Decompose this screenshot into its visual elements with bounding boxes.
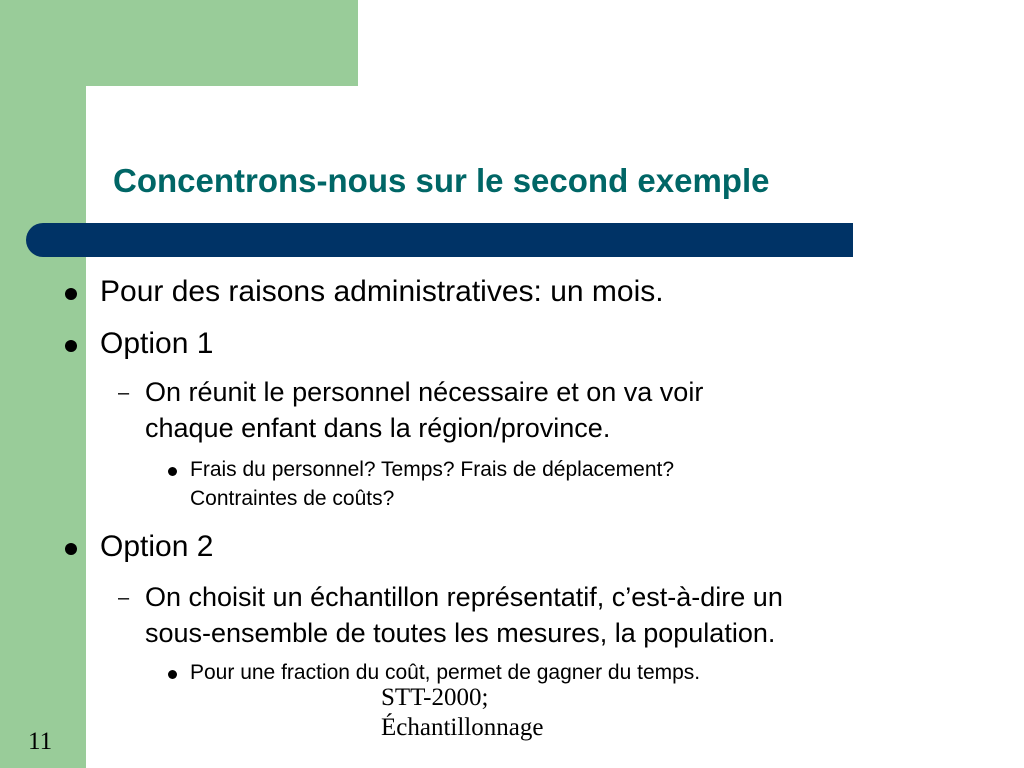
bullet-dot-icon (168, 467, 177, 476)
sub-bullet-option-1-line-1: On réunit le personnel nécessaire et on va voir (145, 377, 704, 407)
slide-number: 11 (28, 728, 53, 755)
title-underline-bar (26, 223, 853, 257)
detail-costs-line-2: Contraintes de coûts? (190, 487, 395, 510)
footer-line-1: STT-2000; (381, 684, 489, 711)
detail-fraction-cost: Pour une fraction du coût, permet de gagner du temps. (190, 661, 701, 684)
dash-icon: – (118, 382, 130, 404)
footer-line-2: Échantillonnage (381, 714, 544, 741)
sub-bullet-option-2-line-1: On choisit un échantillon représentatif, c’est-à-dire un (145, 582, 783, 612)
bullet-dot-icon (65, 543, 77, 555)
detail-costs-line-1: Frais du personnel? Temps? Frais de déplacement? (190, 458, 675, 481)
dash-icon: – (118, 587, 130, 609)
bullet-admin-reason: Pour des raisons administratives: un mois. (100, 275, 664, 308)
bullet-dot-icon (168, 670, 177, 679)
bullet-dot-icon (65, 340, 77, 352)
sub-bullet-option-1-line-2: chaque enfant dans la région/province. (145, 413, 611, 443)
bullet-dot-icon (65, 288, 77, 300)
green-side-band (0, 0, 86, 768)
footer-course-title (381, 683, 543, 743)
rounded-corner (86, 86, 146, 146)
slide-title: Concentrons-nous sur le second exemple (113, 162, 770, 199)
sub-bullet-option-2-line-2: sous-ensemble de toutes les mesures, la population. (145, 618, 776, 648)
bullet-option-1: Option 1 (100, 327, 214, 360)
bullet-option-2: Option 2 (100, 530, 214, 563)
green-top-band (0, 0, 358, 86)
